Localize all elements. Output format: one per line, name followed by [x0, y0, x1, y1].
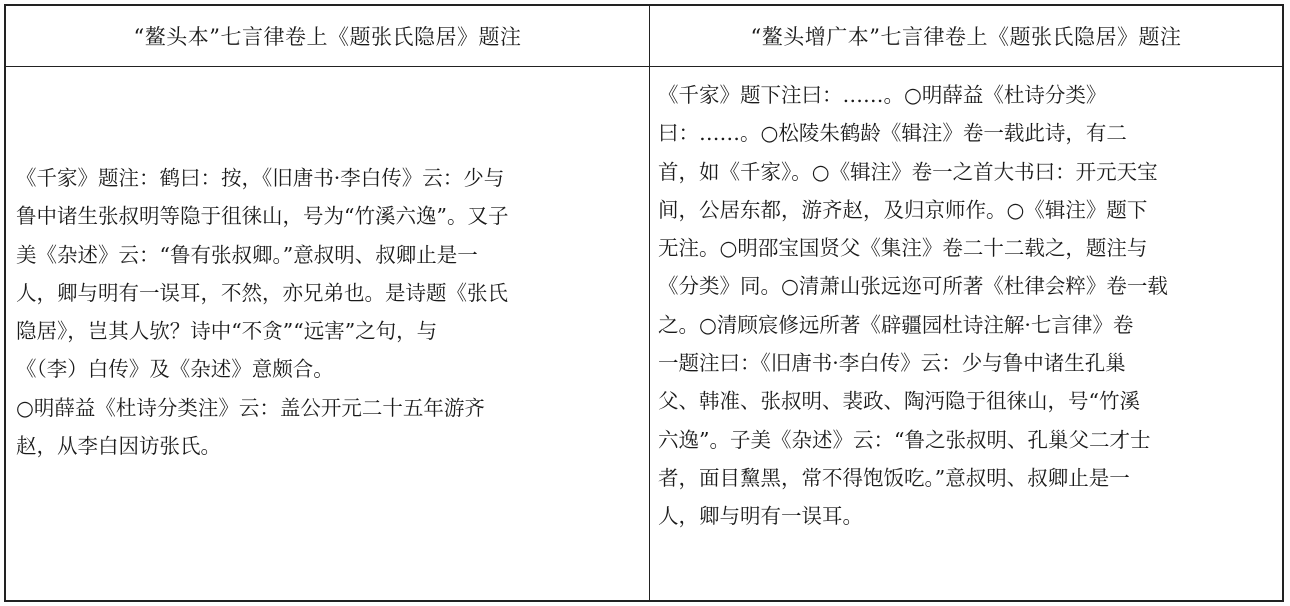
text-line: 《分类》同。○清萧山张远迩可所著《杜律会粹》卷一载 — [658, 274, 1168, 299]
text-line: 六逸”。子美《杂述》云：“鲁之张叔明、孔巢父二才士 — [658, 427, 1151, 452]
text-line: 一题注曰：《旧唐书·李白传》云：少与鲁中诸生孔巢 — [658, 351, 1126, 376]
text-line: 间，公居东都，游齐赵，及归京师作。○《辑注》题下 — [658, 197, 1148, 222]
header-cell-aotou: “鳌头本”七言律卷上《题张氏隐居》题注 — [133, 25, 522, 49]
text-line: ○明薛益《杜诗分类注》云：盖公开元二十五年游齐 — [16, 395, 485, 420]
text-line: 《千家》题下注曰：……。○明薛益《杜诗分类》 — [658, 83, 1107, 107]
text-line: 人，卿与明有一误耳，不然，亦兄弟也。是诗题《张氏 — [16, 280, 508, 305]
text-line: 无注。○明邵宝国贤父《集注》卷二十二载之，题注与 — [658, 236, 1148, 261]
text-line: 美《杂述》云：“鲁有张叔卿。”意叔明、叔卿止是一 — [16, 242, 478, 267]
text-line: 之。○清顾宸修远所著《辟疆园杜诗注解·七言律》卷 — [658, 312, 1134, 337]
text-line: 人，卿与明有一误耳。 — [658, 504, 863, 529]
text-line: 者，面目黧黑，常不得饱饭吃。”意叔明、叔卿止是一 — [658, 465, 1130, 490]
body-cell-aotou-zengguang — [658, 76, 1278, 600]
text-line: 父、韩准、张叔明、裴政、陶沔隐于徂徕山，号“竹溪 — [658, 389, 1140, 414]
column-divider — [649, 6, 650, 600]
text-line: 《（李）白传》及《杂述》意颇合。 — [16, 357, 334, 382]
text-line: 赵，从李白因访张氏。 — [16, 434, 221, 459]
text-line: 《千家》题注：鹤曰：按，《旧唐书·李白传》云：少与 — [16, 166, 505, 190]
text-line: 曰：……。○松陵朱鹤龄《辑注》卷一载此诗，有二 — [658, 121, 1127, 146]
text-line: 隐居》，岂其人欤？诗中“不贪”“远害”之句，与 — [16, 319, 438, 344]
text-line: 鲁中诸生张叔明等隐于徂徕山，号为“竹溪六逸”。又子 — [16, 204, 509, 229]
body-cell-aotou — [16, 159, 644, 600]
comparison-table — [4, 4, 1284, 602]
text-line: 首，如《千家》。○《辑注》卷一之首大书曰：开元天宝 — [658, 159, 1158, 184]
header-cell-aotou-zengguang: “鳌头增广本”七言律卷上《题张氏隐居》题注 — [750, 25, 1182, 49]
